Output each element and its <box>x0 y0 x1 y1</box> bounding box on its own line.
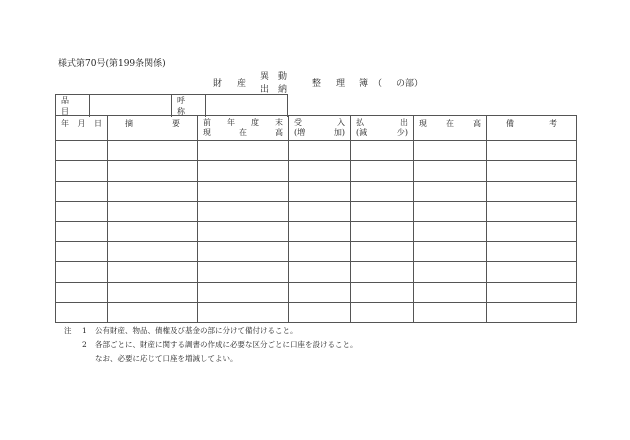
table-row <box>56 262 577 282</box>
header-row <box>56 116 577 141</box>
remarks-cell[interactable] <box>487 161 577 181</box>
title-char: 財 <box>213 79 223 89</box>
date-cell[interactable] <box>56 181 108 201</box>
remarks-cell[interactable] <box>487 262 577 282</box>
title-stack-bottom: 出 納 <box>260 85 288 95</box>
remarks-cell[interactable] <box>487 221 577 241</box>
current-balance-cell[interactable] <box>414 282 487 302</box>
col-description <box>108 116 198 141</box>
header-char: 高 <box>473 119 481 128</box>
header-char: 摘 <box>125 119 133 128</box>
title-char: 理 <box>336 79 346 89</box>
remarks-cell[interactable] <box>487 141 577 161</box>
description-cell[interactable] <box>108 282 198 302</box>
ledger-body <box>56 141 577 323</box>
receipts-cell[interactable] <box>289 201 351 221</box>
item-input[interactable] <box>90 95 172 118</box>
header-char: 要 <box>172 119 180 128</box>
date-cell[interactable] <box>56 302 108 322</box>
col-remarks <box>487 116 577 141</box>
date-cell[interactable] <box>56 221 108 241</box>
header-char: (減 <box>356 128 368 137</box>
table-row <box>56 161 577 181</box>
form-reference: 様式第70号(第199条関係) <box>58 59 166 69</box>
receipts-cell[interactable] <box>289 221 351 241</box>
header-char: 度 <box>251 118 259 127</box>
table-row <box>56 141 577 161</box>
disbursements-cell[interactable] <box>351 141 414 161</box>
col-previous-balance <box>198 116 289 141</box>
table-row <box>56 302 577 322</box>
col-receipts <box>289 116 351 141</box>
previous-balance-cell[interactable] <box>198 181 289 201</box>
note-text: 各部ごとに、財産に関する調書の作成に必要な区分ごとに口座を設けること。 <box>95 340 358 349</box>
remarks-cell[interactable] <box>487 201 577 221</box>
header-char: 備 <box>506 119 514 128</box>
receipts-cell[interactable] <box>289 141 351 161</box>
receipts-cell[interactable] <box>289 262 351 282</box>
description-cell[interactable] <box>108 141 198 161</box>
header-char: 加) <box>333 128 345 137</box>
current-balance-cell[interactable] <box>414 181 487 201</box>
remarks-cell[interactable] <box>487 181 577 201</box>
previous-balance-cell[interactable] <box>198 201 289 221</box>
description-cell[interactable] <box>108 262 198 282</box>
note-number: 2 <box>82 340 87 349</box>
current-balance-cell[interactable] <box>414 201 487 221</box>
header-char: 前 <box>203 118 211 127</box>
current-balance-cell[interactable] <box>414 161 487 181</box>
receipts-cell[interactable] <box>289 161 351 181</box>
description-cell[interactable] <box>108 302 198 322</box>
header-char: 現 <box>419 119 427 128</box>
disbursements-cell[interactable] <box>351 201 414 221</box>
header-char: 末 <box>275 118 283 127</box>
col-disbursements <box>351 116 414 141</box>
note-continuation: なお、必要に応じて口座を増減してよい。 <box>95 354 238 363</box>
header-char: 年 <box>61 119 69 128</box>
header-char: 在 <box>446 119 454 128</box>
disbursements-cell[interactable] <box>351 262 414 282</box>
header-char: 年 <box>227 118 235 127</box>
description-cell[interactable] <box>108 221 198 241</box>
previous-balance-cell[interactable] <box>198 282 289 302</box>
previous-balance-cell[interactable] <box>198 262 289 282</box>
header-char: 少) <box>396 128 408 137</box>
item-name-row <box>55 94 288 117</box>
description-cell[interactable] <box>108 242 198 262</box>
disbursements-cell[interactable] <box>351 181 414 201</box>
date-cell[interactable] <box>56 141 108 161</box>
date-cell[interactable] <box>56 242 108 262</box>
title-char: 産 <box>237 79 247 89</box>
col-current-balance <box>414 116 487 141</box>
description-cell[interactable] <box>108 161 198 181</box>
disbursements-cell[interactable] <box>351 242 414 262</box>
item-label: 品 目 <box>56 95 90 118</box>
date-cell[interactable] <box>56 282 108 302</box>
previous-balance-cell[interactable] <box>198 141 289 161</box>
title-paren-text: の部） <box>396 79 424 89</box>
table-row <box>56 181 577 201</box>
receipts-cell[interactable] <box>289 242 351 262</box>
note-text: 公有財産、物品、債権及び基金の部に分けて備付けること。 <box>95 326 298 335</box>
name-label: 呼 称 <box>172 95 206 118</box>
title-char: 整 <box>312 79 322 89</box>
header-char: 入 <box>337 118 345 127</box>
current-balance-cell[interactable] <box>414 302 487 322</box>
table-row <box>56 201 577 221</box>
header-char: 在 <box>239 128 247 137</box>
title-paren-open: （ <box>373 79 383 89</box>
col-date <box>56 116 108 141</box>
disbursements-cell[interactable] <box>351 302 414 322</box>
previous-balance-cell[interactable] <box>198 302 289 322</box>
title-stack-top: 異 動 <box>260 72 288 82</box>
disbursements-cell[interactable] <box>351 221 414 241</box>
disbursements-cell[interactable] <box>351 161 414 181</box>
remarks-cell[interactable] <box>487 242 577 262</box>
header-char: 出 <box>400 118 408 127</box>
header-char: 払 <box>356 118 364 127</box>
header-char: 高 <box>275 128 283 137</box>
current-balance-cell[interactable] <box>414 262 487 282</box>
previous-balance-cell[interactable] <box>198 221 289 241</box>
name-input[interactable] <box>206 95 288 118</box>
disbursements-cell[interactable] <box>351 282 414 302</box>
previous-balance-cell[interactable] <box>198 242 289 262</box>
current-balance-cell[interactable] <box>414 221 487 241</box>
remarks-cell[interactable] <box>487 302 577 322</box>
remarks-cell[interactable] <box>487 282 577 302</box>
header-char: (増 <box>294 128 306 137</box>
table-row <box>56 282 577 302</box>
header-char: 受 <box>294 118 302 127</box>
current-balance-cell[interactable] <box>414 141 487 161</box>
previous-balance-cell[interactable] <box>198 161 289 181</box>
ledger-table <box>55 115 577 323</box>
description-cell[interactable] <box>108 181 198 201</box>
table-row <box>56 221 577 241</box>
note-number: 1 <box>82 326 87 335</box>
description-cell[interactable] <box>108 201 198 221</box>
receipts-cell[interactable] <box>289 302 351 322</box>
notes-prefix: 注 <box>64 326 72 335</box>
receipts-cell[interactable] <box>289 181 351 201</box>
title-char: 簿 <box>359 79 369 89</box>
date-cell[interactable] <box>56 161 108 181</box>
header-char: 考 <box>549 119 557 128</box>
header-char: 現 <box>203 128 211 137</box>
current-balance-cell[interactable] <box>414 242 487 262</box>
header-char: 月 <box>77 119 86 128</box>
date-cell[interactable] <box>56 201 108 221</box>
receipts-cell[interactable] <box>289 282 351 302</box>
date-cell[interactable] <box>56 262 108 282</box>
header-char: 日 <box>94 119 102 128</box>
table-row <box>56 242 577 262</box>
